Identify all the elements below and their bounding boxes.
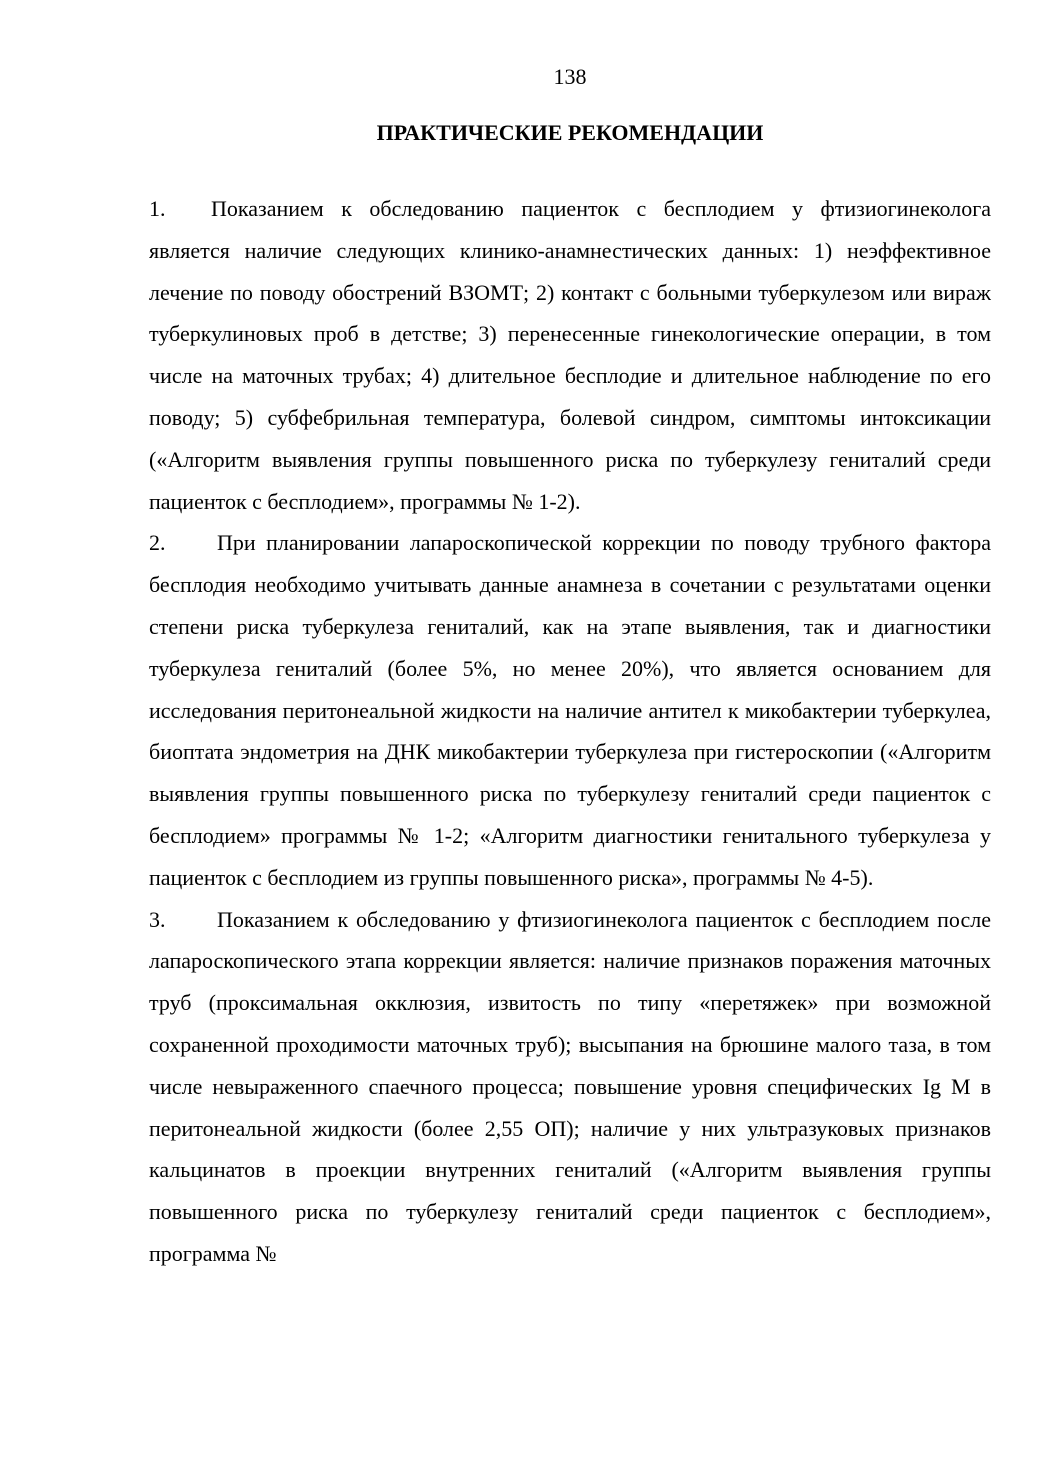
- recommendation-paragraph-2: [149, 522, 991, 898]
- recommendation-paragraph-3: [149, 899, 991, 1275]
- page-number: 138: [553, 64, 587, 89]
- paragraph-number: 1.: [149, 196, 166, 221]
- page-title: ПРАКТИЧЕСКИЕ РЕКОМЕНДАЦИИ: [376, 120, 764, 145]
- paragraph-number: 2.: [149, 530, 166, 556]
- paragraph-text: Показанием к обследованию у фтизиогинеколога пациенток с бесплодием после лапароскопического этапа коррекции является: наличие признаков поражения маточных труб (проксимальная окклюзия, извитость по типу «перетяжек» при возможной сохраненной проходимости маточных труб); высыпания на брюшине малого таза, в том числе невыраженного спаечного процесса; повышение уровня специфических Ig M в перитонеальной жидкости (более 2,55 ОП); наличие у них ультразуковых признаков кальцинатов в проекции внутренних гениталий («Алгоритм выявления группы повышенного риска по туберкулезу гениталий среди пациенток с бесплодием», программа №: [149, 906, 991, 1266]
- paragraph-text: При планировании лапароскопической коррекции по поводу трубного фактора бесплодия необходимо учитывать данные анамнеза в сочетании с результатами оценки степени риска туберкулеза гениталий, как на этапе выявления, так и диагностики туберкулеза гениталий (более 5%, но менее 20%), что является основанием для исследования перитонеальной жидкости на наличие антител к микобактерии туберкулеа, биоптата эндометрия на ДНК микобактерии туберкулеза при гистероскопии («Алгоритм выявления группы повышенного риска по туберкулезу гениталий среди пациенток с бесплодием» программы № 1-2; «Алгоритм диагностики генитального туберкулеза у пациенток с бесплодием из группы повышенного риска», программы № 4-5).: [149, 530, 991, 890]
- paragraph-number: 3.: [149, 906, 166, 932]
- document-body: [149, 188, 991, 1275]
- recommendation-paragraph-1: [149, 188, 991, 522]
- paragraph-text: Показанием к обследованию пациенток с бесплодием у фтизиогинеколога является наличие следующих клинико-анамнестических данных: 1) неэффективное лечение по поводу обострений ВЗОМТ; 2) контакт с больными туберкулезом или вираж туберкулиновых проб в детстве; 3) перенесенные гинекологические операции, в том числе на маточных трубах; 4) длительное бесплодие и длительное наблюдение по его поводу; 5) субфебрильная температура, болевой синдром, симптомы интоксикации («Алгоритм выявления группы повышенного риска по туберкулезу гениталий среди пациенток с бесплодием», программы № 1-2).: [149, 196, 991, 514]
